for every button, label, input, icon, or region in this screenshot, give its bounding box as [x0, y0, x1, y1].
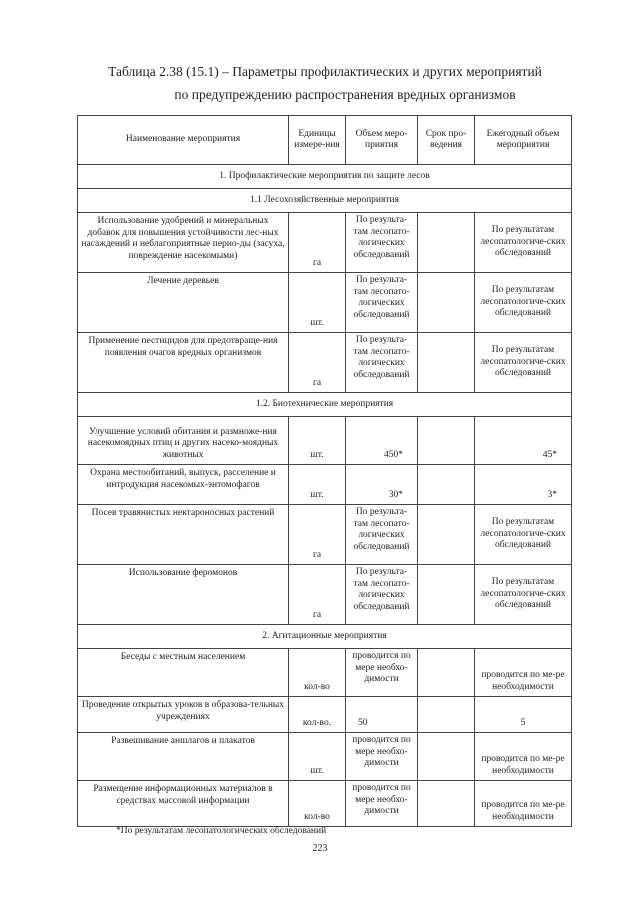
measure-annual: По результатам лесопатологиче-ских обследований [475, 505, 572, 565]
measure-volume: 50 [346, 697, 418, 733]
measure-name: Размещение информационных материалов в средствах массовой информации [78, 781, 289, 827]
measure-period [418, 465, 475, 505]
measure-volume: По результа-там лесопато-логических обследований [346, 333, 418, 393]
measure-annual: По результатам лесопатологиче-ских обследований [475, 273, 572, 333]
measure-annual: 45* [475, 417, 572, 465]
table-row [78, 697, 572, 733]
measure-unit: кол-во [289, 781, 346, 827]
measure-name: Применение пестицидов для предотвраще-ния появления очагов вредных организмов [78, 333, 289, 393]
measure-period [418, 565, 475, 625]
measure-period [418, 781, 475, 827]
measure-name: Беседы с местным населением [78, 649, 289, 697]
measure-unit: шт. [289, 417, 346, 465]
header-row [78, 116, 572, 165]
measure-period [418, 649, 475, 697]
measure-period [418, 697, 475, 733]
header-annual: Ежегодный объем мероприятия [475, 116, 572, 165]
table-row [78, 781, 572, 827]
table-caption-line2: по предупреждению распространения вредных организмов [174, 87, 516, 102]
table-row [78, 417, 572, 465]
measures-table [77, 115, 572, 827]
measure-period [418, 213, 475, 273]
section-row [78, 189, 572, 213]
section-title: 1.2. Биотехнические мероприятия [78, 393, 572, 417]
section-title: 1.1 Лесохозяйственные мероприятия [78, 189, 572, 213]
measure-period [418, 417, 475, 465]
measure-annual: проводится по ме-ре необходимости [475, 649, 572, 697]
measure-unit: га [289, 565, 346, 625]
measure-name: Использование удобрений и минеральных добавок для повышения устойчивости лес-ных насаждений и неблагоприятные перио-ды (засуха, повреждение насекомыми) [78, 213, 289, 273]
measure-unit: кол-во [289, 649, 346, 697]
measure-volume: 30* [346, 465, 418, 505]
header-name: Наименование мероприятия [78, 116, 289, 165]
measure-period [418, 505, 475, 565]
page-number: 223 [312, 843, 328, 854]
measure-unit: шт. [289, 273, 346, 333]
measure-volume: проводится по мере необхо-димости [346, 649, 418, 697]
measure-name: Улучшение условий обитания и размноже-ния насекомоядных птиц и других насеко-моядных животных [78, 417, 289, 465]
measure-annual: проводится по ме-ре необходимости [475, 781, 572, 827]
table-row [78, 333, 572, 393]
table-row [78, 505, 572, 565]
measure-volume: По результа-там лесопато-логических обследований [346, 213, 418, 273]
measure-period [418, 333, 475, 393]
measure-volume: По результа-там лесопато-логических обследований [346, 565, 418, 625]
measure-volume: По результа-там лесопато-логических обследований [346, 505, 418, 565]
table-row [78, 565, 572, 625]
measure-period [418, 273, 475, 333]
measure-name: Лечение деревьев [78, 273, 289, 333]
table-row [78, 733, 572, 781]
section-title: 2. Агитационные мероприятия [78, 625, 572, 649]
measure-volume: проводится по мере необхо-димости [346, 733, 418, 781]
measure-annual: 3* [475, 465, 572, 505]
measure-unit: га [289, 505, 346, 565]
table-row [78, 649, 572, 697]
measure-volume: 450* [346, 417, 418, 465]
measure-period [418, 733, 475, 781]
measure-name: Охрана местообитаний, выпуск, расселение и интродукция насекомых-энтомофагов [78, 465, 289, 505]
measure-volume: По результа-там лесопато-логических обследований [346, 273, 418, 333]
measure-annual: По результатам лесопатологиче-ских обследований [475, 565, 572, 625]
measure-name: Использование феромонов [78, 565, 289, 625]
measure-name: Развешивание аншлагов и плакатов [78, 733, 289, 781]
table-row [78, 213, 572, 273]
section-row [78, 165, 572, 189]
section-title: 1. Профилактические мероприятия по защите лесов [78, 165, 572, 189]
measure-annual: По результатам лесопатологиче-ских обследований [475, 333, 572, 393]
header-period: Срок про-ведения [418, 116, 475, 165]
footnote: *По результатам лесопатологических обследований [116, 826, 327, 836]
measure-annual: 5 [475, 697, 572, 733]
section-row [78, 393, 572, 417]
section-row [78, 625, 572, 649]
measure-unit: шт. [289, 465, 346, 505]
measure-unit: кол-во. [289, 697, 346, 733]
header-volume: Объем меро-приятия [346, 116, 418, 165]
measure-unit: га [289, 213, 346, 273]
measure-unit: га [289, 333, 346, 393]
table-caption: Таблица 2.38 (15.1) – Параметры профилактических и других мероприятий [108, 64, 542, 79]
measure-volume: проводится по мере необхо-димости [346, 781, 418, 827]
measure-annual: проводится по ме-ре необходимости [475, 733, 572, 781]
measure-name: Проведение открытых уроков в образова-тельных учреждениях [78, 697, 289, 733]
measure-annual: По результатам лесопатологиче-ских обследований [475, 213, 572, 273]
measure-name: Посев травянистых нектароносных растений [78, 505, 289, 565]
table-row [78, 465, 572, 505]
header-unit: Единицы измере-ния [289, 116, 346, 165]
table-row [78, 273, 572, 333]
measure-unit: шт. [289, 733, 346, 781]
